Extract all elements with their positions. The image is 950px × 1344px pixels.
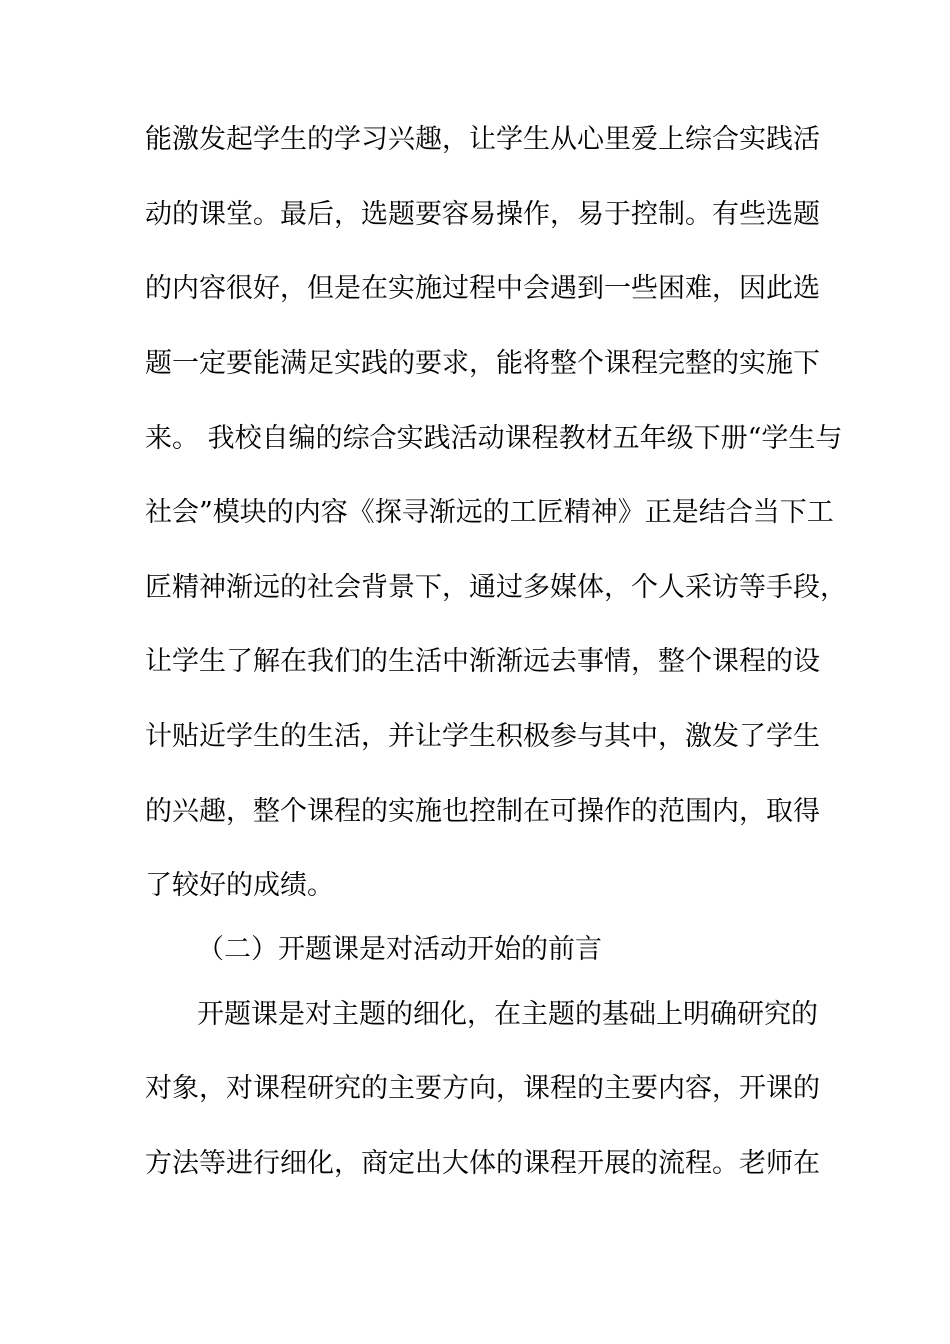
- body-text-line: 匠精神渐远的社会背景下，通过多媒体，个人采访等手段，: [145, 572, 847, 603]
- body-text-line: 开题课是对主题的细化，在主题的基础上明确研究的: [197, 999, 818, 1030]
- body-text-line: 题一定要能满足实践的要求，能将整个课程完整的实施下: [145, 348, 820, 379]
- body-text-line: 动的课堂。最后，选题要容易操作，易于控制。有些选题: [145, 199, 820, 230]
- body-text-line: 了较好的成绩。: [145, 870, 334, 901]
- body-text-line: 计贴近学生的生活，并让学生积极参与其中，激发了学生: [145, 721, 820, 752]
- body-text-line: 对象，对课程研究的主要方向，课程的主要内容，开课的: [145, 1073, 820, 1104]
- body-text-line: 的兴趣，整个课程的实施也控制在可操作的范围内，取得: [145, 796, 820, 827]
- body-text-line: 社会”模块的内容《探寻渐远的工匠精神》正是结合当下工: [145, 497, 834, 528]
- body-text-line: 能激发起学生的学习兴趣，让学生从心里爱上综合实践活: [145, 124, 820, 155]
- body-text-line: 来。 我校自编的综合实践活动课程教材五年级下册“学生与: [145, 423, 843, 454]
- body-text-line: 让学生了解在我们的生活中渐渐远去事情，整个课程的设: [145, 646, 820, 677]
- section-heading: （二）开题课是对活动开始的前言: [197, 934, 602, 965]
- body-text-line: 的内容很好，但是在实施过程中会遇到一些困难，因此选: [145, 273, 820, 304]
- body-text-line: 方法等进行细化，商定出大体的课程开展的流程。老师在: [145, 1148, 820, 1179]
